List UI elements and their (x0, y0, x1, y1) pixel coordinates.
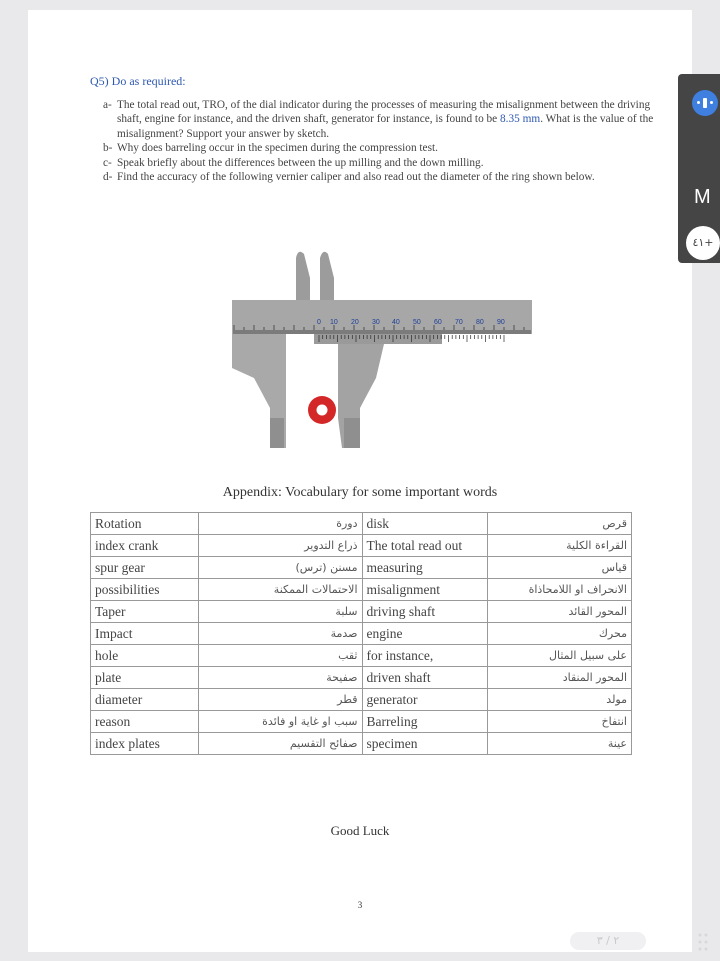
item-letter: c- (103, 156, 112, 169)
vernier-label: 40 (392, 319, 400, 326)
vernier-label: 0 (317, 319, 321, 326)
vernier-caliper-image (226, 238, 538, 463)
vocab-cell-en1: Rotation (91, 513, 199, 535)
vocab-cell-ar2: المحور القائد (488, 601, 632, 623)
document-page (28, 10, 692, 952)
vocabulary-table (90, 512, 632, 755)
vocab-row (91, 645, 632, 667)
assistant-button[interactable] (692, 90, 718, 116)
vocab-cell-en2: for instance, (362, 645, 488, 667)
vocab-row (91, 667, 632, 689)
moving-jaw-tip (344, 418, 360, 448)
vocab-cell-en1: possibilities (91, 579, 199, 601)
vocab-cell-en2: misalignment (362, 579, 488, 601)
vocab-cell-ar2: عينة (488, 733, 632, 755)
vocab-cell-ar2: مولد (488, 689, 632, 711)
vocab-cell-en1: Taper (91, 601, 199, 623)
vocab-row (91, 513, 632, 535)
vocab-cell-ar2: الانحراف او اللامحاذاة (488, 579, 632, 601)
vocab-cell-en1: reason (91, 711, 199, 733)
vernier-label: 30 (372, 319, 380, 326)
grid-dots-icon[interactable] (696, 930, 716, 954)
question-item-c (103, 156, 663, 170)
vocab-row (91, 535, 632, 557)
question-title: Q5) Do as required: (90, 74, 186, 88)
tro-value: 8.35 mm (500, 113, 541, 126)
vocab-cell-en2: engine (362, 623, 488, 645)
page-number: 3 (357, 900, 363, 910)
item-letter: d- (103, 171, 113, 184)
vernier-label: 10 (330, 319, 338, 326)
question-item-a (103, 98, 663, 141)
vocab-cell-en2: The total read out (362, 535, 488, 557)
vocab-cell-en1: diameter (91, 689, 199, 711)
vocab-row (91, 579, 632, 601)
vocab-cell-ar1: صفيحة (198, 667, 362, 689)
item-letter: a- (103, 99, 112, 111)
vocab-cell-en2: disk (362, 513, 488, 535)
vocab-cell-ar1: قطر (198, 689, 362, 711)
vocab-cell-ar1: سلبة (198, 601, 362, 623)
item-text: Find the accuracy of the following vernier caliper and also read out the diameter of the ring shown below. (117, 171, 595, 184)
vocab-row (91, 711, 632, 733)
question-item-b (103, 141, 663, 155)
vocab-cell-ar1: صدمة (198, 623, 362, 645)
vocab-cell-en1: index plates (91, 733, 199, 755)
vocab-cell-ar2: محرك (488, 623, 632, 645)
vocab-cell-ar1: دورة (198, 513, 362, 535)
dot-icon (697, 101, 700, 104)
vernier-label: 60 (434, 319, 442, 326)
vocab-cell-ar2: قرص (488, 513, 632, 535)
vocab-cell-ar1: ثقب (198, 645, 362, 667)
question-items (103, 98, 663, 184)
vocab-cell-en1: hole (91, 645, 199, 667)
appendix-title: Appendix: Vocabulary for some important words (222, 485, 498, 500)
item-text-end: . What is the value of the misalignment? Support your answer by sketch. (117, 113, 654, 140)
item-text: The total read out, TRO, of the dial indicator during the processes of measuring the misalignment between the driving shaft, engine for instance, and the driven shaft, generator for instance, is found to be (117, 99, 651, 126)
vocab-cell-ar2: القراءة الكلية (488, 535, 632, 557)
vocab-cell-en2: specimen (362, 733, 488, 755)
vocab-cell-en1: plate (91, 667, 199, 689)
vocab-cell-en2: generator (362, 689, 488, 711)
side-letter[interactable]: M (694, 186, 711, 208)
vocab-cell-ar2: انتفاخ (488, 711, 632, 733)
item-text: Why does barreling occur in the specimen during the compression test. (117, 142, 438, 155)
vernier-label: 20 (351, 319, 359, 326)
vocab-cell-en1: Impact (91, 623, 199, 645)
vocab-cell-ar2: المحور المنقاد (488, 667, 632, 689)
vernier-label: 80 (476, 319, 484, 326)
vocab-cell-ar1: صفائح التقسيم (198, 733, 362, 755)
vocab-row (91, 557, 632, 579)
vocab-cell-ar2: قياس (488, 557, 632, 579)
question-item-d (103, 170, 663, 184)
fixed-jaw-tip (270, 418, 284, 448)
vocab-cell-ar1: سبب او غاية او فائدة (198, 711, 362, 733)
vocab-row (91, 601, 632, 623)
vocab-cell-en1: index crank (91, 535, 199, 557)
viewer-side-panel (678, 74, 720, 263)
vocab-cell-en2: driving shaft (362, 601, 488, 623)
vernier-label: 90 (497, 319, 505, 326)
vocab-cell-en1: spur gear (91, 557, 199, 579)
vocab-cell-ar1: ذراع التدوير (198, 535, 362, 557)
vocab-cell-en2: Barreling (362, 711, 488, 733)
vocab-cell-ar1: الاحتمالات الممكنة (198, 579, 362, 601)
vernier-label: 70 (455, 319, 463, 326)
vocab-row (91, 733, 632, 755)
vocab-row (91, 623, 632, 645)
dot-icon (710, 101, 713, 104)
vocab-cell-ar2: على سبيل المثال (488, 645, 632, 667)
vernier-label: 50 (413, 319, 421, 326)
page-indicator: ٢ / ٣ (570, 932, 646, 950)
vocab-cell-ar1: مسنن (ترس) (198, 557, 362, 579)
item-text: Speak briefly about the differences between the up milling and the down milling. (117, 156, 484, 169)
vocab-row (91, 689, 632, 711)
item-letter: b- (103, 142, 113, 155)
participants-badge[interactable]: +٤١ (686, 226, 720, 260)
ring-hole (317, 405, 328, 416)
main-beam (232, 300, 532, 334)
vocab-cell-en2: measuring (362, 557, 488, 579)
good-luck-text: Good Luck (330, 823, 390, 838)
bar-icon (703, 98, 707, 108)
vocab-cell-en2: driven shaft (362, 667, 488, 689)
